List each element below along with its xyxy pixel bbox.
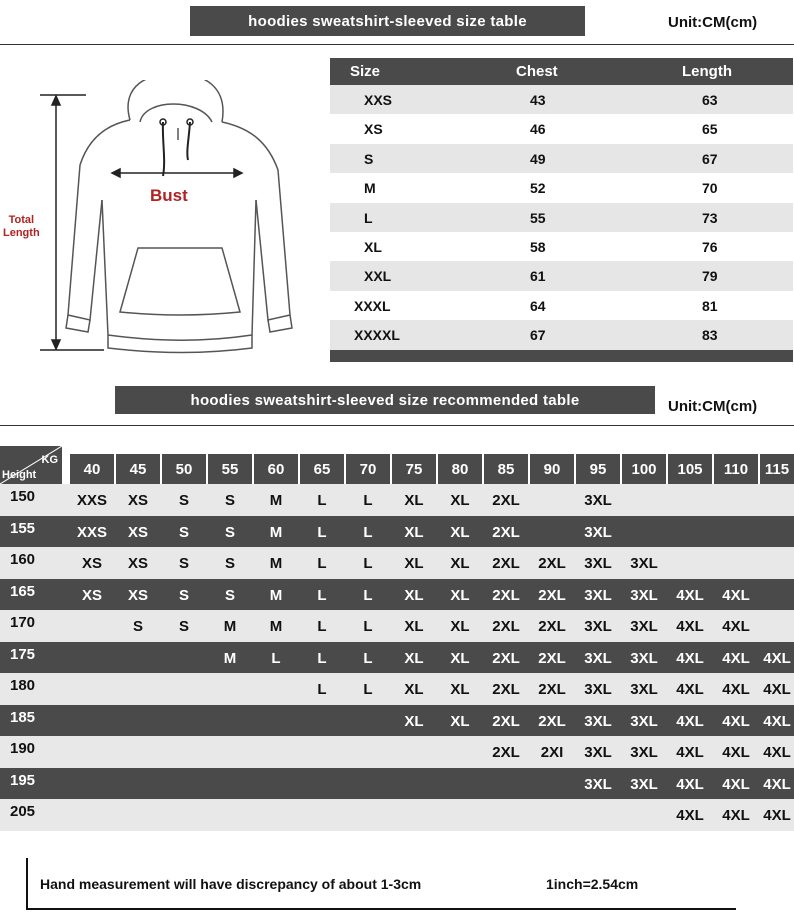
size-recommendation-cell: 2XL bbox=[492, 492, 520, 509]
size-cell-chest: 67 bbox=[530, 327, 546, 344]
size-recommendation-cell: XS bbox=[127, 523, 148, 541]
height-row bbox=[0, 516, 794, 548]
kg-header-row bbox=[0, 446, 794, 484]
size-recommendation-cell: 2XL bbox=[492, 712, 520, 730]
size-cell-chest: 46 bbox=[530, 121, 546, 138]
size-cell-size: XS bbox=[364, 121, 383, 138]
height-cell: 155 bbox=[10, 519, 36, 537]
size-recommendation-cell: M bbox=[269, 523, 283, 541]
size-recommendation-cell: 4XL bbox=[676, 586, 704, 604]
size-recommendation-cell: XL bbox=[450, 492, 470, 509]
size-recommendation-cell: 4XL bbox=[763, 681, 791, 698]
size-recommendation-cell: S bbox=[224, 523, 235, 541]
hoodie-diagram bbox=[0, 80, 330, 365]
size-recommendation-cell: 4XL bbox=[722, 807, 750, 824]
height-cell: 185 bbox=[10, 708, 36, 726]
note-bracket-left bbox=[26, 858, 28, 910]
size-row bbox=[330, 144, 793, 173]
size-recommendation-cell: 3XL bbox=[630, 681, 658, 698]
size-recommendation-cell: L bbox=[363, 681, 373, 698]
size-recommendation-cell: XS bbox=[127, 555, 148, 572]
size-table bbox=[330, 58, 793, 362]
size-recommendation-cell: XL bbox=[450, 681, 470, 698]
size-table-header bbox=[330, 58, 793, 85]
corner-kg-label: KG bbox=[41, 454, 58, 466]
size-recommendation-cell: M bbox=[269, 586, 283, 604]
note-bracket-bottom bbox=[26, 908, 736, 910]
height-row bbox=[0, 768, 794, 800]
size-recommendation-cell: XL bbox=[450, 712, 470, 730]
size-row bbox=[330, 85, 793, 114]
height-cell: 190 bbox=[10, 740, 36, 757]
size-recommendation-cell: XL bbox=[404, 649, 424, 667]
size-table-footer-bar bbox=[330, 350, 793, 362]
size-recommendation-cell: L bbox=[363, 555, 373, 572]
mid-rule bbox=[0, 425, 794, 426]
kg-header-cell: 50 bbox=[162, 454, 206, 484]
size-recommendation-cell: 3XL bbox=[630, 555, 658, 572]
size-cell-chest: 58 bbox=[530, 238, 546, 255]
size-recommendation-cell: L bbox=[363, 649, 373, 667]
unit-label: Unit:CM(cm) bbox=[668, 14, 758, 31]
size-recommendation-cell: L bbox=[363, 586, 373, 604]
size-recommendation-cell: 3XL bbox=[584, 555, 612, 572]
size-recommendation-cell: 2XL bbox=[492, 523, 520, 541]
size-recommendation-cell: 2XL bbox=[492, 555, 520, 572]
bust-label: Bust bbox=[150, 186, 188, 205]
kg-header-cell: 115 bbox=[760, 454, 794, 484]
kg-header-cell: 75 bbox=[392, 454, 436, 484]
size-recommendation-cell: XS bbox=[127, 586, 148, 604]
size-recommendation-cell: XL bbox=[404, 555, 424, 572]
size-cell-chest: 49 bbox=[530, 150, 546, 167]
kg-header-cell: 80 bbox=[438, 454, 482, 484]
size-recommendation-cell: XL bbox=[450, 618, 470, 635]
height-row bbox=[0, 579, 794, 611]
size-recommendation-cell: XL bbox=[404, 618, 424, 635]
size-cell-length: 63 bbox=[702, 92, 718, 108]
size-recommendation-cell: 2XL bbox=[492, 649, 520, 667]
kg-header-cell: 55 bbox=[208, 454, 252, 484]
size-recommendation-cell: 3XL bbox=[630, 712, 658, 730]
header-chest: Chest bbox=[516, 63, 558, 80]
hoodie-illustration bbox=[0, 80, 330, 365]
size-cell-size: XXL bbox=[364, 268, 392, 285]
height-row bbox=[0, 705, 794, 737]
size-recommendation-cell: XL bbox=[450, 649, 470, 667]
size-cell-size: XXXL bbox=[354, 297, 391, 314]
size-recommendation-cell: 4XL bbox=[763, 775, 791, 793]
size-recommendation-cell: M bbox=[223, 618, 237, 635]
size-cell-chest: 52 bbox=[530, 180, 546, 197]
total-length-label bbox=[3, 214, 40, 240]
size-recommendation-cell: 4XL bbox=[763, 744, 791, 761]
size-recommendation-cell: 3XL bbox=[584, 681, 612, 698]
height-cell: 175 bbox=[10, 645, 36, 663]
size-recommendation-cell: 4XL bbox=[763, 807, 791, 824]
size-cell-length: 81 bbox=[702, 297, 718, 314]
size-recommendation-cell: XL bbox=[404, 523, 424, 541]
size-recommendation-cell: 3XL bbox=[584, 586, 612, 604]
size-recommendation-cell: XXS bbox=[76, 492, 107, 509]
total-length-label-line1: Total bbox=[8, 214, 35, 226]
size-cell-size: S bbox=[364, 150, 374, 167]
kg-header-cell: 100 bbox=[622, 454, 666, 484]
size-recommendation-cell: 3XL bbox=[584, 744, 612, 761]
size-cell-length: 79 bbox=[702, 268, 718, 285]
size-recommendation-cell: 3XL bbox=[630, 618, 658, 635]
size-recommendation-cell: 2XL bbox=[538, 586, 566, 604]
size-recommendation-cell: 4XL bbox=[676, 618, 704, 635]
height-row bbox=[0, 610, 794, 642]
size-cell-size: L bbox=[364, 209, 373, 226]
size-recommendation-cell: XS bbox=[81, 586, 102, 604]
size-cell-chest: 61 bbox=[530, 268, 546, 285]
size-row bbox=[330, 261, 793, 290]
size-recommendation-cell: L bbox=[363, 618, 373, 635]
size-recommendation-cell: L bbox=[317, 649, 327, 667]
height-cell: 170 bbox=[10, 614, 36, 631]
height-row bbox=[0, 642, 794, 674]
size-cell-length: 83 bbox=[702, 327, 718, 344]
rec-unit-label: Unit:CM(cm) bbox=[668, 398, 758, 415]
size-recommendation-cell: 2XL bbox=[492, 744, 520, 761]
size-recommendation-cell: 3XL bbox=[584, 712, 612, 730]
size-recommendation-cell: 4XL bbox=[722, 775, 750, 793]
size-recommendation-cell: 2XL bbox=[492, 681, 520, 698]
size-recommendation-cell: 3XL bbox=[630, 586, 658, 604]
height-cell: 195 bbox=[10, 771, 36, 789]
size-recommendation-cell: S bbox=[178, 492, 189, 509]
kg-header-cell: 40 bbox=[70, 454, 114, 484]
size-recommendation-cell: 4XL bbox=[763, 712, 791, 730]
size-recommendation-cell: 3XL bbox=[584, 618, 612, 635]
size-cell-chest: 55 bbox=[530, 209, 546, 226]
kg-header-cell: 105 bbox=[668, 454, 712, 484]
height-row bbox=[0, 547, 794, 579]
size-row bbox=[330, 203, 793, 232]
size-cell-chest: 64 bbox=[530, 297, 546, 314]
size-recommendation-cell: S bbox=[132, 618, 143, 635]
size-recommendation-cell: 2XL bbox=[538, 649, 566, 667]
size-recommendation-cell: 3XL bbox=[630, 775, 658, 793]
size-recommendation-cell: XL bbox=[404, 492, 424, 509]
size-cell-size: M bbox=[364, 180, 376, 197]
height-cell: 205 bbox=[10, 803, 36, 820]
size-recommendation-cell: 3XL bbox=[584, 492, 612, 509]
size-recommendation-cell: 4XL bbox=[722, 586, 750, 604]
size-recommendation-cell: 2XL bbox=[492, 618, 520, 635]
size-recommendation-cell: M bbox=[269, 555, 283, 572]
size-cell-size: XXS bbox=[364, 92, 393, 108]
kg-header-cell: 85 bbox=[484, 454, 528, 484]
size-recommendation-cell: 2XL bbox=[538, 712, 566, 730]
size-recommendation-cell: XXS bbox=[76, 523, 107, 541]
kg-header-cell: 110 bbox=[714, 454, 758, 484]
size-recommendation-cell: S bbox=[178, 586, 189, 604]
size-row bbox=[330, 291, 793, 320]
size-recommendation-cell: 2XI bbox=[540, 744, 564, 761]
size-recommendation-cell: XL bbox=[404, 681, 424, 698]
size-recommendation-cell: L bbox=[363, 492, 373, 509]
kg-header-cell: 70 bbox=[346, 454, 390, 484]
size-recommendation-cell: S bbox=[178, 618, 189, 635]
kg-header-cell: 90 bbox=[530, 454, 574, 484]
size-recommendation-cell: L bbox=[271, 649, 281, 667]
size-table-banner: hoodies sweatshirt-sleeved size table bbox=[190, 6, 585, 36]
height-row bbox=[0, 673, 794, 705]
size-recommendation-cell: XS bbox=[127, 492, 148, 509]
size-recommendation-cell: S bbox=[224, 492, 235, 509]
size-recommendation-cell: XL bbox=[404, 712, 424, 730]
size-recommendation-cell: S bbox=[224, 555, 235, 572]
size-recommendation-cell: 2XL bbox=[538, 618, 566, 635]
height-row bbox=[0, 799, 794, 831]
size-cell-chest: 43 bbox=[530, 92, 546, 108]
height-cell: 165 bbox=[10, 582, 36, 600]
size-recommendation-cell: 3XL bbox=[630, 744, 658, 761]
size-row bbox=[330, 114, 793, 143]
size-cell-size: XL bbox=[364, 238, 382, 255]
size-recommendation-cell: M bbox=[269, 492, 283, 509]
size-recommendation-cell: M bbox=[223, 649, 237, 667]
size-recommendation-cell: 4XL bbox=[722, 681, 750, 698]
size-recommendation-cell: 4XL bbox=[722, 712, 750, 730]
size-recommendation-cell: 4XL bbox=[676, 775, 704, 793]
size-recommendation-cell: L bbox=[363, 523, 373, 541]
size-recommendation-cell: XL bbox=[450, 523, 470, 541]
size-recommendation-cell: L bbox=[317, 681, 327, 698]
measurement-note: Hand measurement will have discrepancy of about 1-3cm bbox=[40, 876, 422, 892]
size-recommendation-cell: L bbox=[317, 586, 327, 604]
size-recommendation-cell: S bbox=[178, 555, 189, 572]
kg-header-cell: 45 bbox=[116, 454, 160, 484]
size-recommendation-cell: 4XL bbox=[676, 807, 704, 824]
size-recommendation-cell: 3XL bbox=[584, 649, 612, 667]
size-recommendation-cell: L bbox=[317, 492, 327, 509]
kg-header-cell: 95 bbox=[576, 454, 620, 484]
height-cell: 150 bbox=[10, 488, 36, 505]
size-recommendation-cell: 4XL bbox=[763, 649, 791, 667]
size-recommendation-cell: XL bbox=[450, 555, 470, 572]
size-recommendation-cell: XS bbox=[81, 555, 102, 572]
size-cell-length: 70 bbox=[702, 180, 718, 197]
size-recommendation-cell: M bbox=[269, 618, 283, 635]
recommended-table-banner: hoodies sweatshirt-sleeved size recommended table bbox=[115, 386, 655, 414]
size-cell-length: 73 bbox=[702, 209, 718, 226]
height-row bbox=[0, 736, 794, 768]
size-recommendation-cell: L bbox=[317, 555, 327, 572]
size-recommendation-cell: 2XL bbox=[538, 681, 566, 698]
corner-height-label: Height bbox=[2, 469, 37, 481]
size-recommendation-cell: 2XL bbox=[492, 586, 520, 604]
size-recommendation-cell: 4XL bbox=[676, 712, 704, 730]
size-recommendation-cell: 4XL bbox=[676, 681, 704, 698]
size-cell-length: 67 bbox=[702, 150, 718, 167]
size-recommendation-cell: XL bbox=[404, 586, 424, 604]
size-cell-length: 65 bbox=[702, 121, 718, 138]
size-row bbox=[330, 173, 793, 202]
size-recommendation-cell: 4XL bbox=[676, 744, 704, 761]
size-recommendation-cell: 4XL bbox=[722, 649, 750, 667]
size-row bbox=[330, 320, 793, 349]
top-rule bbox=[0, 44, 794, 45]
size-recommendation-cell: L bbox=[317, 523, 327, 541]
size-recommendation-cell: S bbox=[178, 523, 189, 541]
size-recommendation-cell: 4XL bbox=[722, 618, 750, 635]
total-length-label-line2: Length bbox=[3, 227, 40, 239]
kg-header-cell: 60 bbox=[254, 454, 298, 484]
size-recommendation-cell: S bbox=[224, 586, 235, 604]
size-recommendation-cell: L bbox=[317, 618, 327, 635]
size-recommendation-cell: 3XL bbox=[630, 649, 658, 667]
size-recommendation-cell: 2XL bbox=[538, 555, 566, 572]
size-recommendation-cell: 3XL bbox=[584, 523, 612, 541]
header-length: Length bbox=[682, 63, 732, 80]
height-row bbox=[0, 484, 794, 516]
height-cell: 180 bbox=[10, 677, 36, 694]
inch-conversion: 1inch=2.54cm bbox=[546, 876, 639, 892]
size-recommendation-cell: XL bbox=[450, 586, 470, 604]
size-recommendation-cell: 3XL bbox=[584, 775, 612, 793]
size-recommendation-cell: 4XL bbox=[722, 744, 750, 761]
size-cell-length: 76 bbox=[702, 238, 718, 255]
size-recommendation-cell: 4XL bbox=[676, 649, 704, 667]
header-size: Size bbox=[350, 63, 381, 80]
size-table-rows bbox=[330, 85, 793, 350]
kg-header-cell: 65 bbox=[300, 454, 344, 484]
size-cell-size: XXXXL bbox=[354, 327, 400, 344]
height-cell: 160 bbox=[10, 551, 36, 568]
size-row bbox=[330, 232, 793, 261]
